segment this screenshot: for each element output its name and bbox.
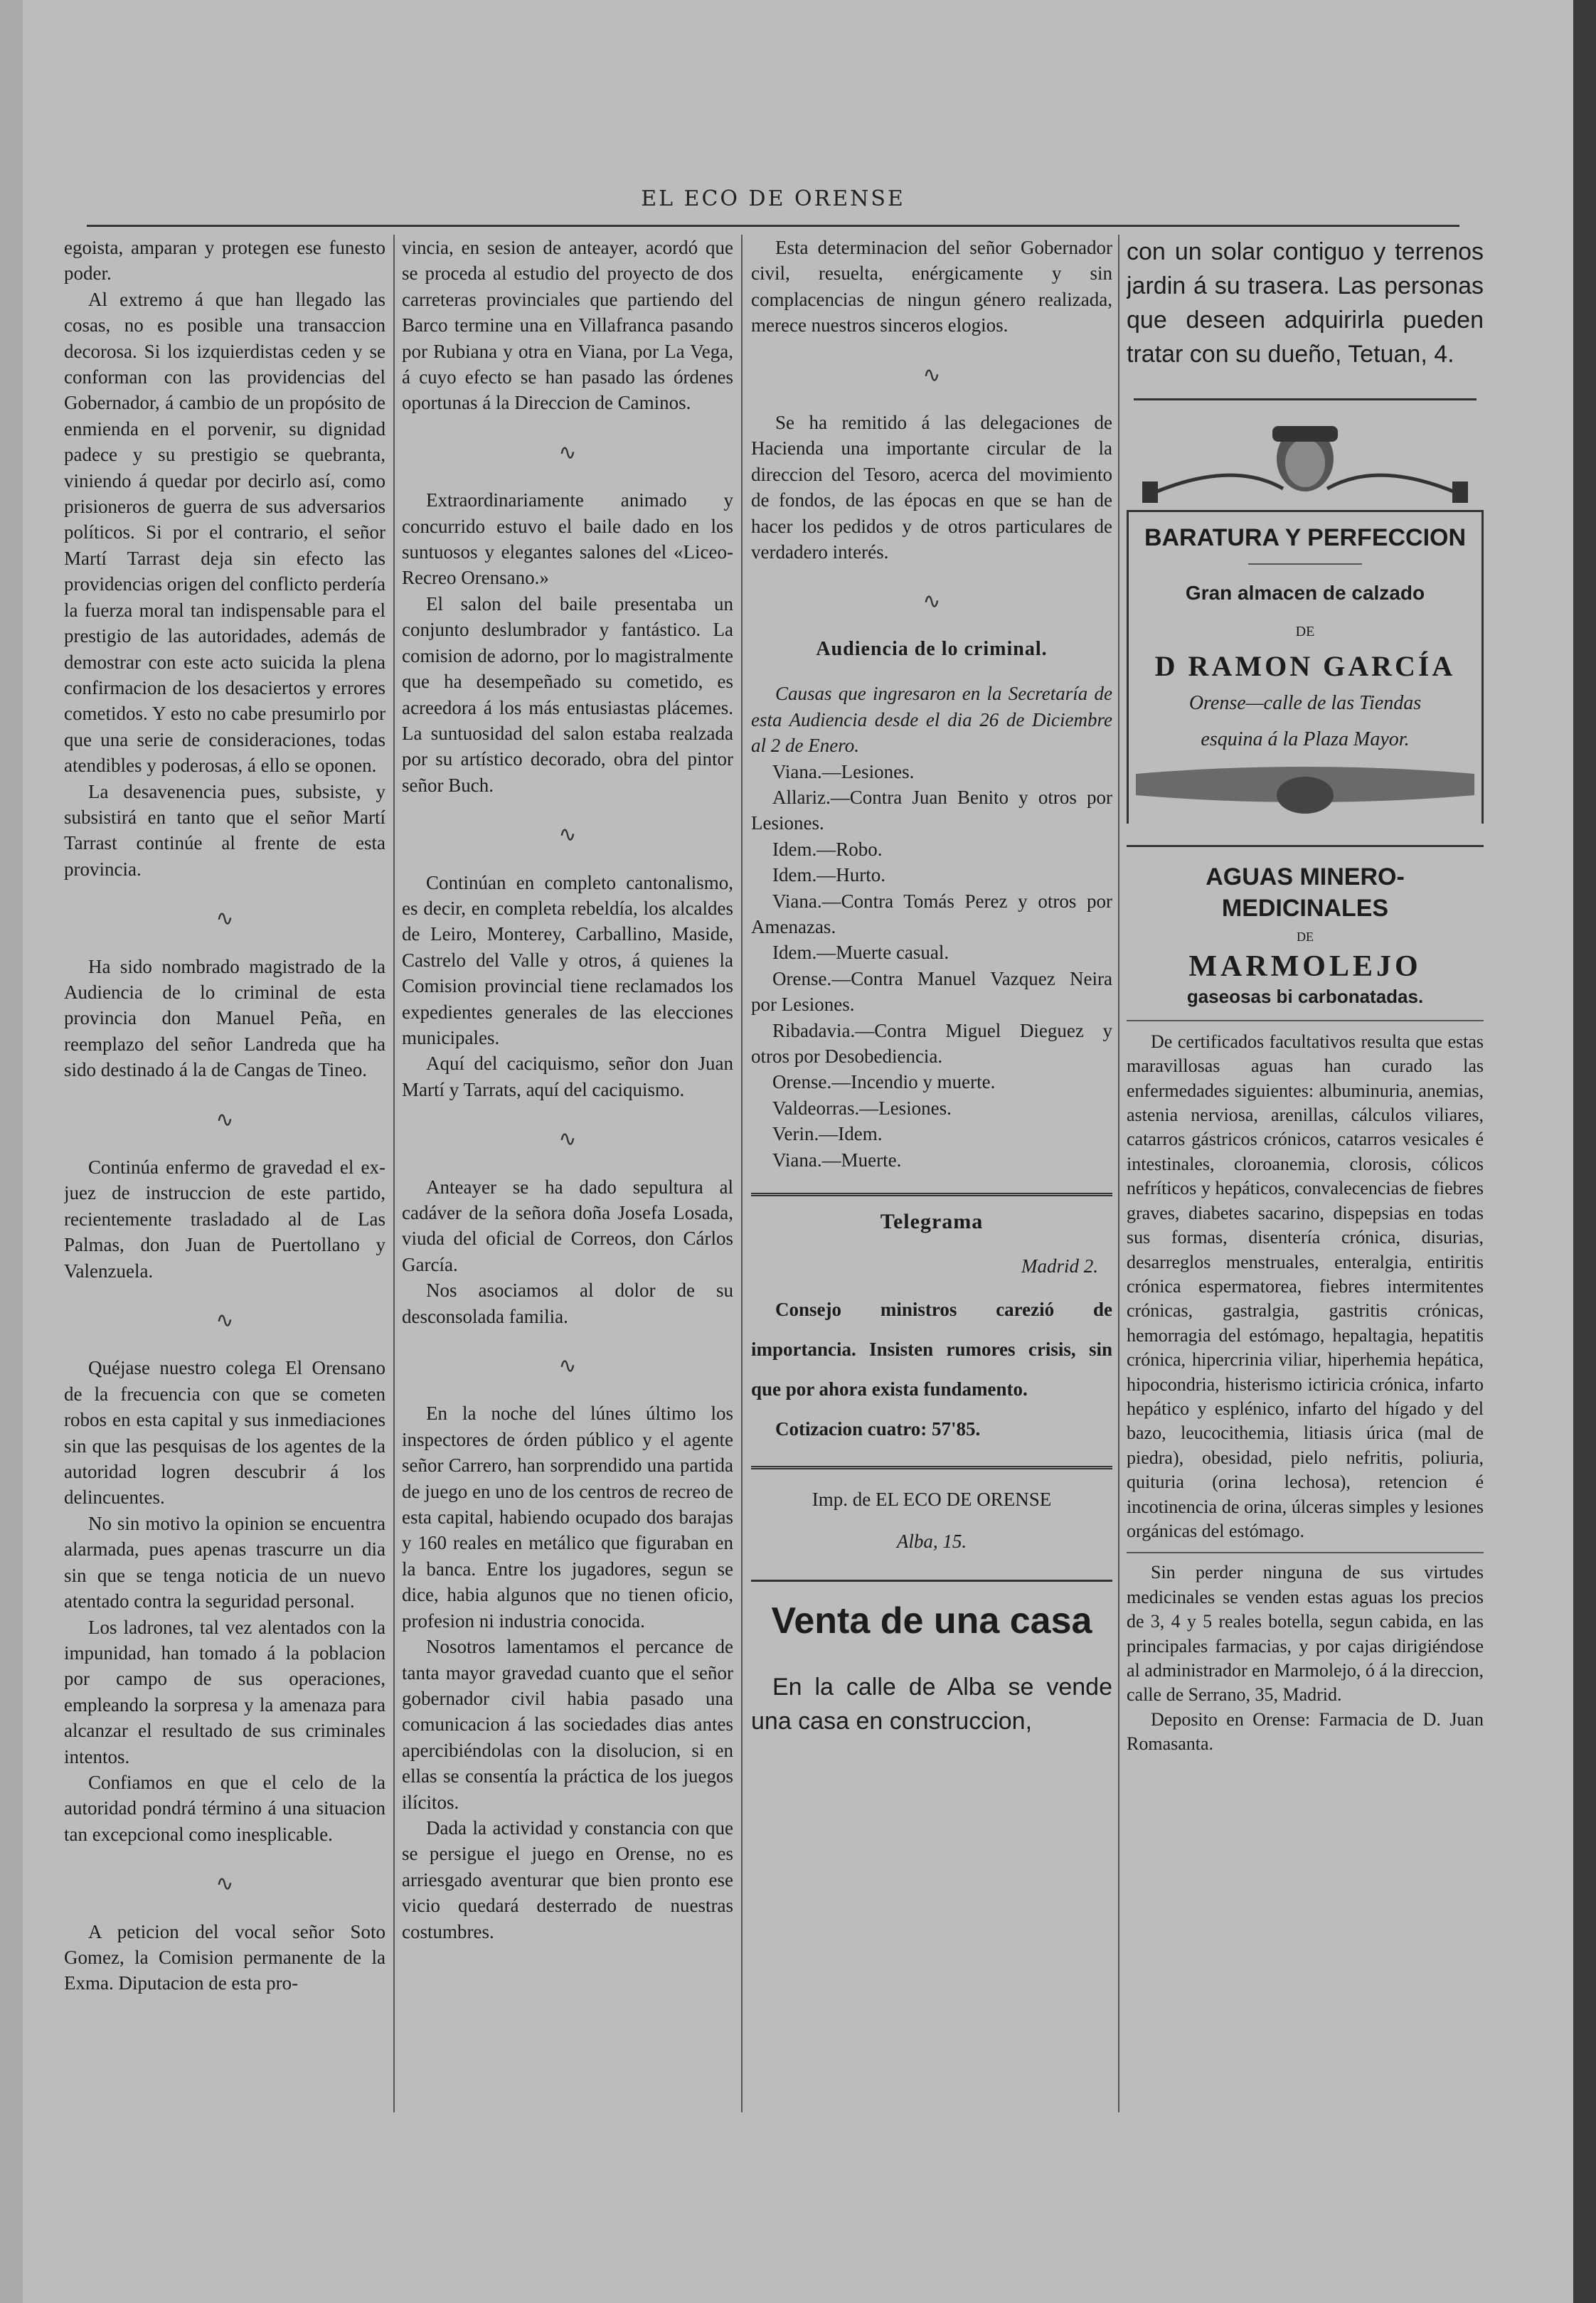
col2-paragraph: Continúan en completo cantonalismo, es decir, en completa rebeldía, los alcaldes de Leiro, Monterey, Carballino, Maside, Castrelo del Valle y otros, á quienes la Comision provincial tiene reclamados los expedientes generales de las elecciones municipales.: [402, 871, 733, 1048]
shoemaker-engraving-icon: [1127, 417, 1484, 510]
col2-paragraph: Aquí del caciquismo, señor don Juan Martí y Tarrats, aquí del caciquismo.: [402, 1053, 733, 1100]
newspaper-page: [23, 0, 1573, 2303]
list-item: Ribadavia.—Contra Miguel Dieguez y otros por Desobediencia.: [751, 1019, 1112, 1067]
list-item: Orense.—Incendio y muerte.: [772, 1071, 996, 1093]
col2-paragraph: Nosotros lamentamos el percance de tanta mayor gravedad cuanto que el señor gobernador civil habia pasado una comunicacion á las sociedades dias antes apercibiéndolas con la disolucion, si en ellas se consentía la práctica de los juegos ilícitos.: [402, 1636, 733, 1813]
column-divider: [1118, 235, 1119, 2112]
col1-paragraph: Al extremo á que han llegado las cosas, no es posible una transaccion decorosa. Si los izquierdistas ceden y se conforman con las providencias del Gobernador, á cambio de un propósito de enmienda en el porvenir, su dignidad padece y su prestigio se quebranta, viniendo á quedar por decirlo así, como prisioneros de guerra de sus adversarios políticos. Si por el contrario, el señor Martí Tarrast deja sin efecto las providencias origen del conflicto perdería la fuerza moral tan indispensable para el prestigio de las autoridades, además de demostrar con este acto suicida la plena confirmacion de los desaciertos y errores cometidos. Y esto no cabe presumirlo por que una serie de consideraciones, todas atendibles y poderosas, á ello se oponen.: [64, 288, 385, 777]
column-4: [1127, 235, 1484, 2112]
col1-paragraph: Quéjase nuestro colega El Orensano de la frecuencia con que se cometen robos en esta capital y sus inmediaciones sin que las pesquisas de los agentes de la autoridad logren descubrir á los delincuentes.: [64, 1357, 385, 1509]
ornament-icon: ∿: [922, 590, 941, 614]
column-3: [751, 235, 1112, 2112]
list-item: Verin.—Idem.: [772, 1123, 883, 1145]
col1-paragraph: egoista, amparan y protegen ese funesto poder.: [64, 237, 385, 284]
column-2: [402, 235, 733, 2112]
venta-heading: Venta de una casa: [771, 1600, 1092, 1642]
telegrama-cotizacion: Cotizacion cuatro: 57'85.: [775, 1418, 981, 1440]
masthead: EL ECO DE ORENSE: [641, 186, 905, 211]
aguas-ad-paragraph: De certificados facultativos resulta que estas maravillosas aguas han curado las enfermedades siguientes: albuminuria, anemias, astenia nerviosa, arenillas, cálculos viliares, catarros gástricos crónicos, catarros vesicales é intestinales, cloroanemia, clorosis, cólicos nefríticos y hepáticos, convalecencias de fiebres graves, diabetes sacarino, dispepsias en todas sus formas, disentería crónica, disurias, desarreglos menstruales, enteralgia, entiritis crónica espermatorea, fiebres intermitentes crónicas, gastralgia, gastritis crónicas, hemorragia del estómago, hepaltagia, hepatitis crónica, hipercrinia viliar, hiperhemia hepática, hipocondria, histerismo ictiricia crónica, infarto hepático y esplénico, infarto del hígado y del bazo, leucocithemia, litiasis úrica (mal de piedra), obesidad, pielo nefritis, poliuria, quituria (orina lechosa), retencion é incotinencia de orina, úlceras simples y lesiones orgánicas del estómago.: [1127, 1031, 1484, 1541]
list-item: Idem.—Muerte casual.: [772, 942, 949, 964]
col1-paragraph: Confiamos en que el celo de la autoridad pondrá término á una situacion tan excepcional como inesplicable.: [64, 1771, 385, 1845]
aguas-ad-de: DE: [1297, 930, 1314, 945]
section-rule: [751, 1193, 1112, 1196]
ornament-icon: ∿: [216, 1107, 234, 1132]
shoemaker-engraving: [1127, 417, 1484, 510]
column-divider: [741, 235, 743, 2112]
calzado-ad-title: BARATURA Y PERFECCION: [1129, 510, 1481, 555]
telegrama-body: Consejo ministros carezió de importancia. Insisten rumores crisis, sin que por ahora exista fundamento.: [751, 1298, 1112, 1400]
ornament-icon: ∿: [558, 1127, 577, 1152]
list-item: Valdeorras.—Lesiones.: [772, 1097, 952, 1119]
calzado-ad-address: esquina á la Plaza Mayor.: [1201, 728, 1410, 750]
ornament-icon: ∿: [922, 363, 941, 387]
ornament-icon: ∿: [216, 907, 234, 931]
list-item: Viana.—Lesiones.: [772, 760, 915, 782]
col2-paragraph: Nos asociamos al dolor de su desconsolada familia.: [402, 1280, 733, 1327]
column-1: [64, 235, 385, 2112]
section-rule: [751, 1580, 1112, 1582]
calzado-ad-de: DE: [1295, 624, 1315, 640]
venta-continuation: con un solar contiguo y terrenos jardin á su trasera. Las personas que deseen adquirirla pueden tratar con su dueño, Tetuan, 4.: [1127, 238, 1484, 368]
col2-paragraph: vincia, en sesion de anteayer, acordó que se proceda al estudio del proyecto de dos carreteras provinciales que partiendo del Barco termine una en Villafranca pasando por Rubiana y otra en Viana, por La Vega, á cuyo efecto se han pasado las órdenes oportunas á la Direccion de Caminos.: [402, 237, 733, 414]
boot-icon: [1129, 752, 1481, 824]
section-rule: [1134, 398, 1477, 400]
previous-page-edge: [0, 0, 23, 2303]
col3-paragraph: Esta determinacion del señor Gobernador civil, resuelta, enérgicamente y sin complacencias de ningun género realizada, merece nuestros sinceros elogios.: [751, 237, 1112, 336]
col1-paragraph: No sin motivo la opinion se encuentra alarmada, pues apenas trascurre un dia sin que se tenga noticia de un nuevo atentado contra la seguridad personal.: [64, 1512, 385, 1612]
divider: [1127, 1020, 1484, 1021]
ornament-icon: ∿: [558, 440, 577, 464]
section-rule: [1127, 845, 1484, 847]
imprenta-address: Alba, 15.: [896, 1530, 967, 1552]
telegrama-place: Madrid 2.: [1021, 1255, 1098, 1277]
list-item: Idem.—Robo.: [772, 838, 883, 860]
calzado-ad-name: D RAMON GARCÍA: [1154, 649, 1456, 682]
col2-paragraph: En la noche del lúnes último los inspectores de órden público y el agente señor Carrero, han sorprendido una partida de juego en uno de los centros de recreo de esta capital, habiendo ocupado dos barajas y 160 reales en metálico que figuraban en la banca. Entre los jugadores, segun se dice, habia algunos que no tienen oficio, profesion ni industria conocida.: [402, 1403, 733, 1632]
audiencia-intro: Causas que ingresaron en la Secretaría de esta Audiencia desde el dia 26 de Diciembre al 2 de Enero.: [751, 683, 1112, 757]
ornament-icon: ∿: [558, 823, 577, 847]
venta-text: En la calle de Alba se vende una casa en construccion,: [751, 1674, 1112, 1735]
list-item: Viana.—Muerte.: [772, 1149, 902, 1171]
column-divider: [393, 235, 395, 2112]
list-item: Allariz.—Contra Juan Benito y otros por Lesiones.: [751, 786, 1112, 834]
col1-paragraph: La desavenencia pues, subsiste, y subsistirá en tanto que el señor Martí Tarrast continúe al frente de esta provincia.: [64, 780, 385, 880]
col1-paragraph: A peticion del vocal señor Soto Gomez, la Comision permanente de la Exma. Diputacion de esta pro-: [64, 1920, 385, 1994]
col2-paragraph: El salon del baile presentaba un conjunto deslumbrador y fantástico. La comision de adorno, por lo magistralmente que ha desempeñado su cometido, es acreedora á los más entusiastas plácemes. La suntuosidad del salon estaba realzada por su artístico decorado, obra del pintor señor Buch.: [402, 592, 733, 796]
list-item: Viana.—Contra Tomás Perez y otros por Amenazas.: [751, 890, 1112, 937]
calzado-ad: [1127, 510, 1484, 824]
col2-paragraph: Anteayer se ha dado sepultura al cadáver de la señora doña Josefa Losada, viuda del oficial de Correos, don Cárlos García.: [402, 1176, 733, 1275]
divider: [1127, 1552, 1484, 1553]
col2-paragraph: Dada la actividad y constancia con que se persigue el juego en Orense, no es arriesgado aventurar que bien pronto ese vicio quedará desterrado de nuestras costumbres.: [402, 1817, 733, 1942]
imprenta: Imp. de EL ECO DE ORENSE: [812, 1489, 1052, 1511]
col1-paragraph: Ha sido nombrado magistrado de la Audiencia de lo criminal de esta provincia don Manuel Peña, en reemplazo del señor Landreda que ha sido destinado á la de Cangas de Tineo.: [64, 955, 385, 1081]
telegrama-heading: Telegrama: [880, 1210, 984, 1233]
aguas-ad-name: MARMOLEJO: [1188, 950, 1422, 984]
audiencia-heading: Audiencia de lo criminal.: [816, 637, 1048, 660]
col1-paragraph: Continúa enfermo de gravedad el ex-juez de instruccion de este partido, recientemente trasladado al de Las Palmas, don Juan de Puertollano y Valenzuela.: [64, 1156, 385, 1282]
list-item: Orense.—Contra Manuel Vazquez Neira por Lesiones.: [751, 967, 1112, 1016]
section-rule: [751, 1466, 1112, 1469]
col1-paragraph: Los ladrones, tal vez alentados con la impunidad, han tomado á la poblacion por campo de sus operaciones, empleando la sorpresa y la amenaza para alcanzar el resultado de sus criminales intentos.: [64, 1616, 385, 1767]
causas-list: [751, 759, 1112, 1174]
aguas-ad-paragraph: Sin perder ninguna de sus virtudes medicinales se venden estas aguas los precios de 3, 4 y 5 reales botella, segun cabida, en las principales farmacias, y por cajas dirigiéndose al administrador en Marmolejo, ó á la direccion, calle de Serrano, 35, Madrid.: [1127, 1562, 1484, 1706]
col2-paragraph: Extraordinariamente animado y concurrido estuvo el baile dado en los suntuosos y elegantes salones del «Liceo-Recreo Orensano.»: [402, 489, 733, 589]
calzado-ad-subtitle: Gran almacen de calzado: [1185, 582, 1425, 604]
aguas-ad-subtitle: gaseosas bi carbonatadas.: [1186, 986, 1424, 1008]
aguas-ad-title: AGUAS MINERO-MEDICINALES: [1206, 863, 1405, 922]
calzado-ad-address: Orense—calle de las Tiendas: [1188, 692, 1422, 715]
boot-engraving: [1129, 752, 1481, 824]
masthead-rule: [87, 225, 1459, 227]
ornament-icon: ∿: [216, 1872, 234, 1896]
list-item: Idem.—Hurto.: [772, 864, 885, 886]
col3-paragraph: Se ha remitido á las delegaciones de Hacienda una importante circular de la direccion del Tesoro, acerca del movimiento de fondos, de las épocas en que se han de hacer los pedidos y de otros particulares de verdadero interés.: [751, 412, 1112, 563]
divider: [1248, 563, 1362, 565]
ornament-icon: ∿: [558, 1354, 577, 1378]
ornament-icon: ∿: [216, 1309, 234, 1333]
aguas-ad-paragraph: Deposito en Orense: Farmacia de D. Juan Romasanta.: [1127, 1708, 1484, 1755]
